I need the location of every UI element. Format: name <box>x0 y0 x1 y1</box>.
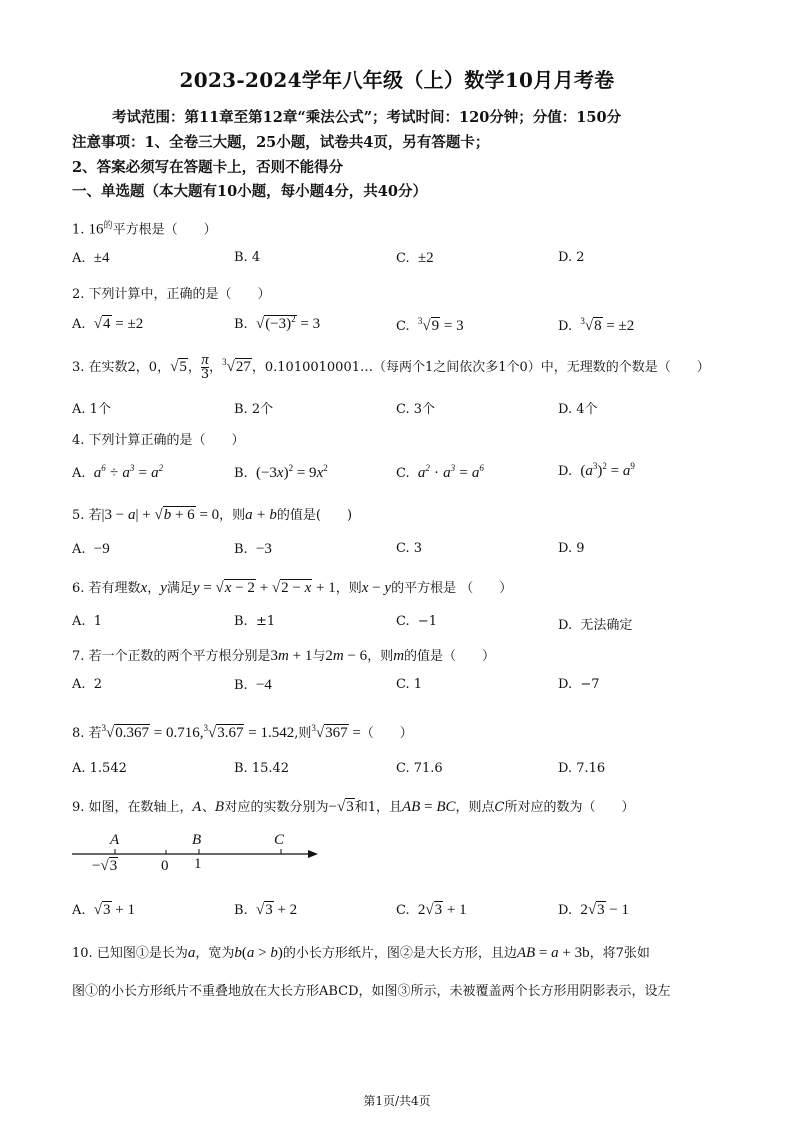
question-6: 6. 若有理数x，y满足y = √x − 2 + √2 − x + 1，则x − y的平方根是 （ ） <box>72 580 513 596</box>
question-2: 2. 下列计算中，正确的是（ ） <box>72 287 271 302</box>
notice-1: 注意事项：1、全卷三大题，25小题，试卷共4页，另有答题卡； <box>72 134 490 151</box>
question-5: 5. 若|3 − a| + √b + 6 = 0，则a + b的值是( ) <box>72 507 353 523</box>
q8-option-b: B. 15.42 <box>234 761 290 776</box>
q8-option-a: A. 1.542 <box>72 761 127 776</box>
question-4: 4. 下列计算正确的是（ ） <box>72 433 245 448</box>
page-footer: 第1页/共4页 <box>363 1094 431 1108</box>
number-line-arrow <box>308 850 318 858</box>
question-3: 3. 在实数2，0，√5， $\frac{\pi}{3}$ ，$^3$√27，0.1010010001…（每两个1之间依次多1个0）中，无理数的个数是（ ） <box>72 352 710 382</box>
section-heading: 一、单选题（本大题有10小题，每小题4分，共40分） <box>72 183 427 200</box>
q6-option-b: B. ±1 <box>234 614 276 629</box>
label-neg-sqrt3: −√3 <box>92 858 118 874</box>
q2-option-a: A. √4 = ±2 <box>72 316 144 332</box>
q9-option-d: D. 2√3 − 1 <box>558 902 630 918</box>
question-7: 7. 若一个正数的两个平方根分别是3m + 1与2m − 6，则m的值是（ ） <box>72 648 496 664</box>
q7-option-a: A. 2 <box>72 677 103 692</box>
q9-option-b: B. √3 + 2 <box>234 902 298 918</box>
notice-2: 2、答案必须写在答题卡上，否则不能得分 <box>72 159 344 176</box>
q5-option-a: A. −9 <box>72 541 110 557</box>
question-8: 8. 若$^3$√0.367 = 0.716,$^3$√3.67 = 1.542,则$^3$√367 =（ ） <box>72 723 413 741</box>
q4-option-d: D. $(a^3)^2 = a^9$ <box>558 461 635 479</box>
q6-option-d: D. 无法确定 <box>558 618 633 633</box>
q1-option-a: A. ±4 <box>72 250 110 266</box>
q6-option-a: A. 1 <box>72 614 103 629</box>
q4-option-c: C. $a^2 \cdot a^3 = a^6$ <box>396 463 484 481</box>
q8-option-d: D. 7.16 <box>558 761 606 776</box>
q7-option-d: D. −7 <box>558 677 600 692</box>
question-9: 9. 如图，在数轴上，A、B对应的实数分别为−√3和1，且AB = BC，则点C所对应的数为（ ） <box>72 799 635 815</box>
q4-option-a: A. $a^6 \div a^3 = a^2$ <box>72 463 164 481</box>
page-title: 2023-2024学年八年级（上）数学10月月考卷 <box>179 68 615 92</box>
q9-option-a: A. √3 + 1 <box>72 902 135 918</box>
q1-option-b: B. 4 <box>234 250 261 265</box>
q1-option-c: C. ±2 <box>396 250 434 266</box>
q2-option-c: C. $^3$√9 = 3 <box>396 316 464 334</box>
point-b-label: B <box>192 832 202 848</box>
q3-option-b: B. 2个 <box>234 402 274 417</box>
q3-option-a: A. 1个 <box>72 402 111 417</box>
question-10-line-1: 10. 已知图①是长为a，宽为b(a > b)的小长方形纸片，图②是大长方形，且边AB = a + 3b，将7张如 <box>72 945 650 961</box>
q5-option-d: D. 9 <box>558 541 585 556</box>
q6-option-c: C. −1 <box>396 614 438 629</box>
q1-option-d: D. 2 <box>558 250 585 265</box>
question-1: 1. $16^的$平方根是（ ） <box>72 221 217 238</box>
q4-option-b: B. $(-3x)^2 = 9x^2$ <box>234 463 328 481</box>
q9-option-c: C. 2√3 + 1 <box>396 902 467 918</box>
label-zero: 0 <box>161 858 169 874</box>
q3-option-c: C. 3个 <box>396 402 436 417</box>
label-one: 1 <box>194 856 202 872</box>
q7-option-c: C. 1 <box>396 677 423 692</box>
q3-option-d: D. 4个 <box>558 402 598 417</box>
exam-info: 考试范围：第11章至第12章“乘法公式”；考试时间：120分钟；分值：150分 <box>112 109 622 126</box>
point-a-label: A <box>110 832 120 848</box>
q7-option-b: B. −4 <box>234 677 272 693</box>
q2-option-d: D. $^3$√8 = ±2 <box>558 316 635 334</box>
q5-option-c: C. 3 <box>396 541 423 556</box>
question-10-line-2: 图①的小长方形纸片不重叠地放在大长方形ABCD，如图③所示，未被覆盖两个长方形用阴影表示，设左 <box>72 984 671 999</box>
q2-option-b: B. $√(-3)^2 = 3$ <box>234 314 321 332</box>
q5-option-b: B. −3 <box>234 541 272 557</box>
point-c-label: C <box>274 832 285 848</box>
q8-option-c: C. 71.6 <box>396 761 443 776</box>
